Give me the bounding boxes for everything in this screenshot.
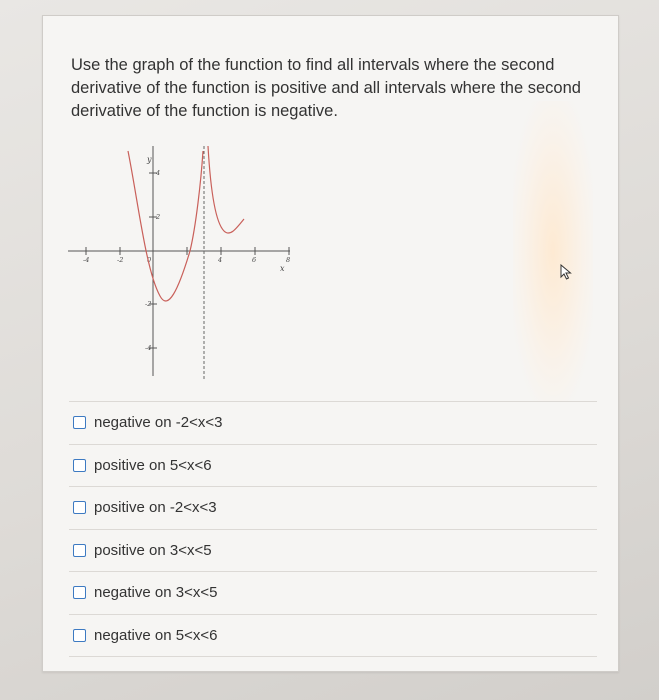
function-curve-left — [128, 151, 203, 301]
checkbox[interactable] — [73, 501, 86, 514]
option-row[interactable] — [69, 571, 597, 614]
answer-options — [69, 401, 597, 657]
y-tick-label: -2 — [145, 300, 152, 308]
x-tick-label: 0 — [147, 256, 152, 264]
option-label: negative on -2<x<3 — [94, 414, 223, 432]
option-label: negative on 3<x<5 — [94, 584, 218, 602]
checkbox[interactable] — [73, 629, 86, 642]
x-tick-label: -4 — [83, 256, 90, 264]
y-axis-label: y — [147, 155, 152, 164]
x-tick-label: 8 — [286, 256, 291, 264]
option-row[interactable] — [69, 529, 597, 572]
question-text: Use the graph of the function to find all intervals where the second derivative of the function is positive and all intervals where the second derivative of the function is negative. — [71, 56, 581, 120]
option-label: positive on 5<x<6 — [94, 456, 212, 474]
y-tick-label: -4 — [145, 344, 152, 352]
y-tick-label: 4 — [156, 169, 161, 177]
x-tick-label: -2 — [117, 256, 124, 264]
y-tick-label: 2 — [156, 213, 161, 221]
x-axis-label: x — [280, 264, 285, 273]
option-label: positive on -2<x<3 — [94, 499, 217, 517]
function-curve-right — [208, 146, 244, 233]
option-label: negative on 5<x<6 — [94, 626, 218, 644]
checkbox[interactable] — [73, 416, 86, 429]
x-tick-label: 4 — [218, 256, 223, 264]
function-graph — [68, 141, 308, 386]
option-label: positive on 3<x<5 — [94, 541, 212, 559]
mouse-pointer-icon — [558, 264, 574, 280]
x-tick-label: 6 — [252, 256, 257, 264]
checkbox[interactable] — [73, 459, 86, 472]
light-glare — [513, 101, 593, 401]
question-card — [42, 15, 619, 672]
option-row[interactable] — [69, 401, 597, 444]
checkbox[interactable] — [73, 544, 86, 557]
option-row[interactable] — [69, 614, 597, 658]
option-row[interactable] — [69, 486, 597, 529]
option-row[interactable] — [69, 444, 597, 487]
checkbox[interactable] — [73, 586, 86, 599]
